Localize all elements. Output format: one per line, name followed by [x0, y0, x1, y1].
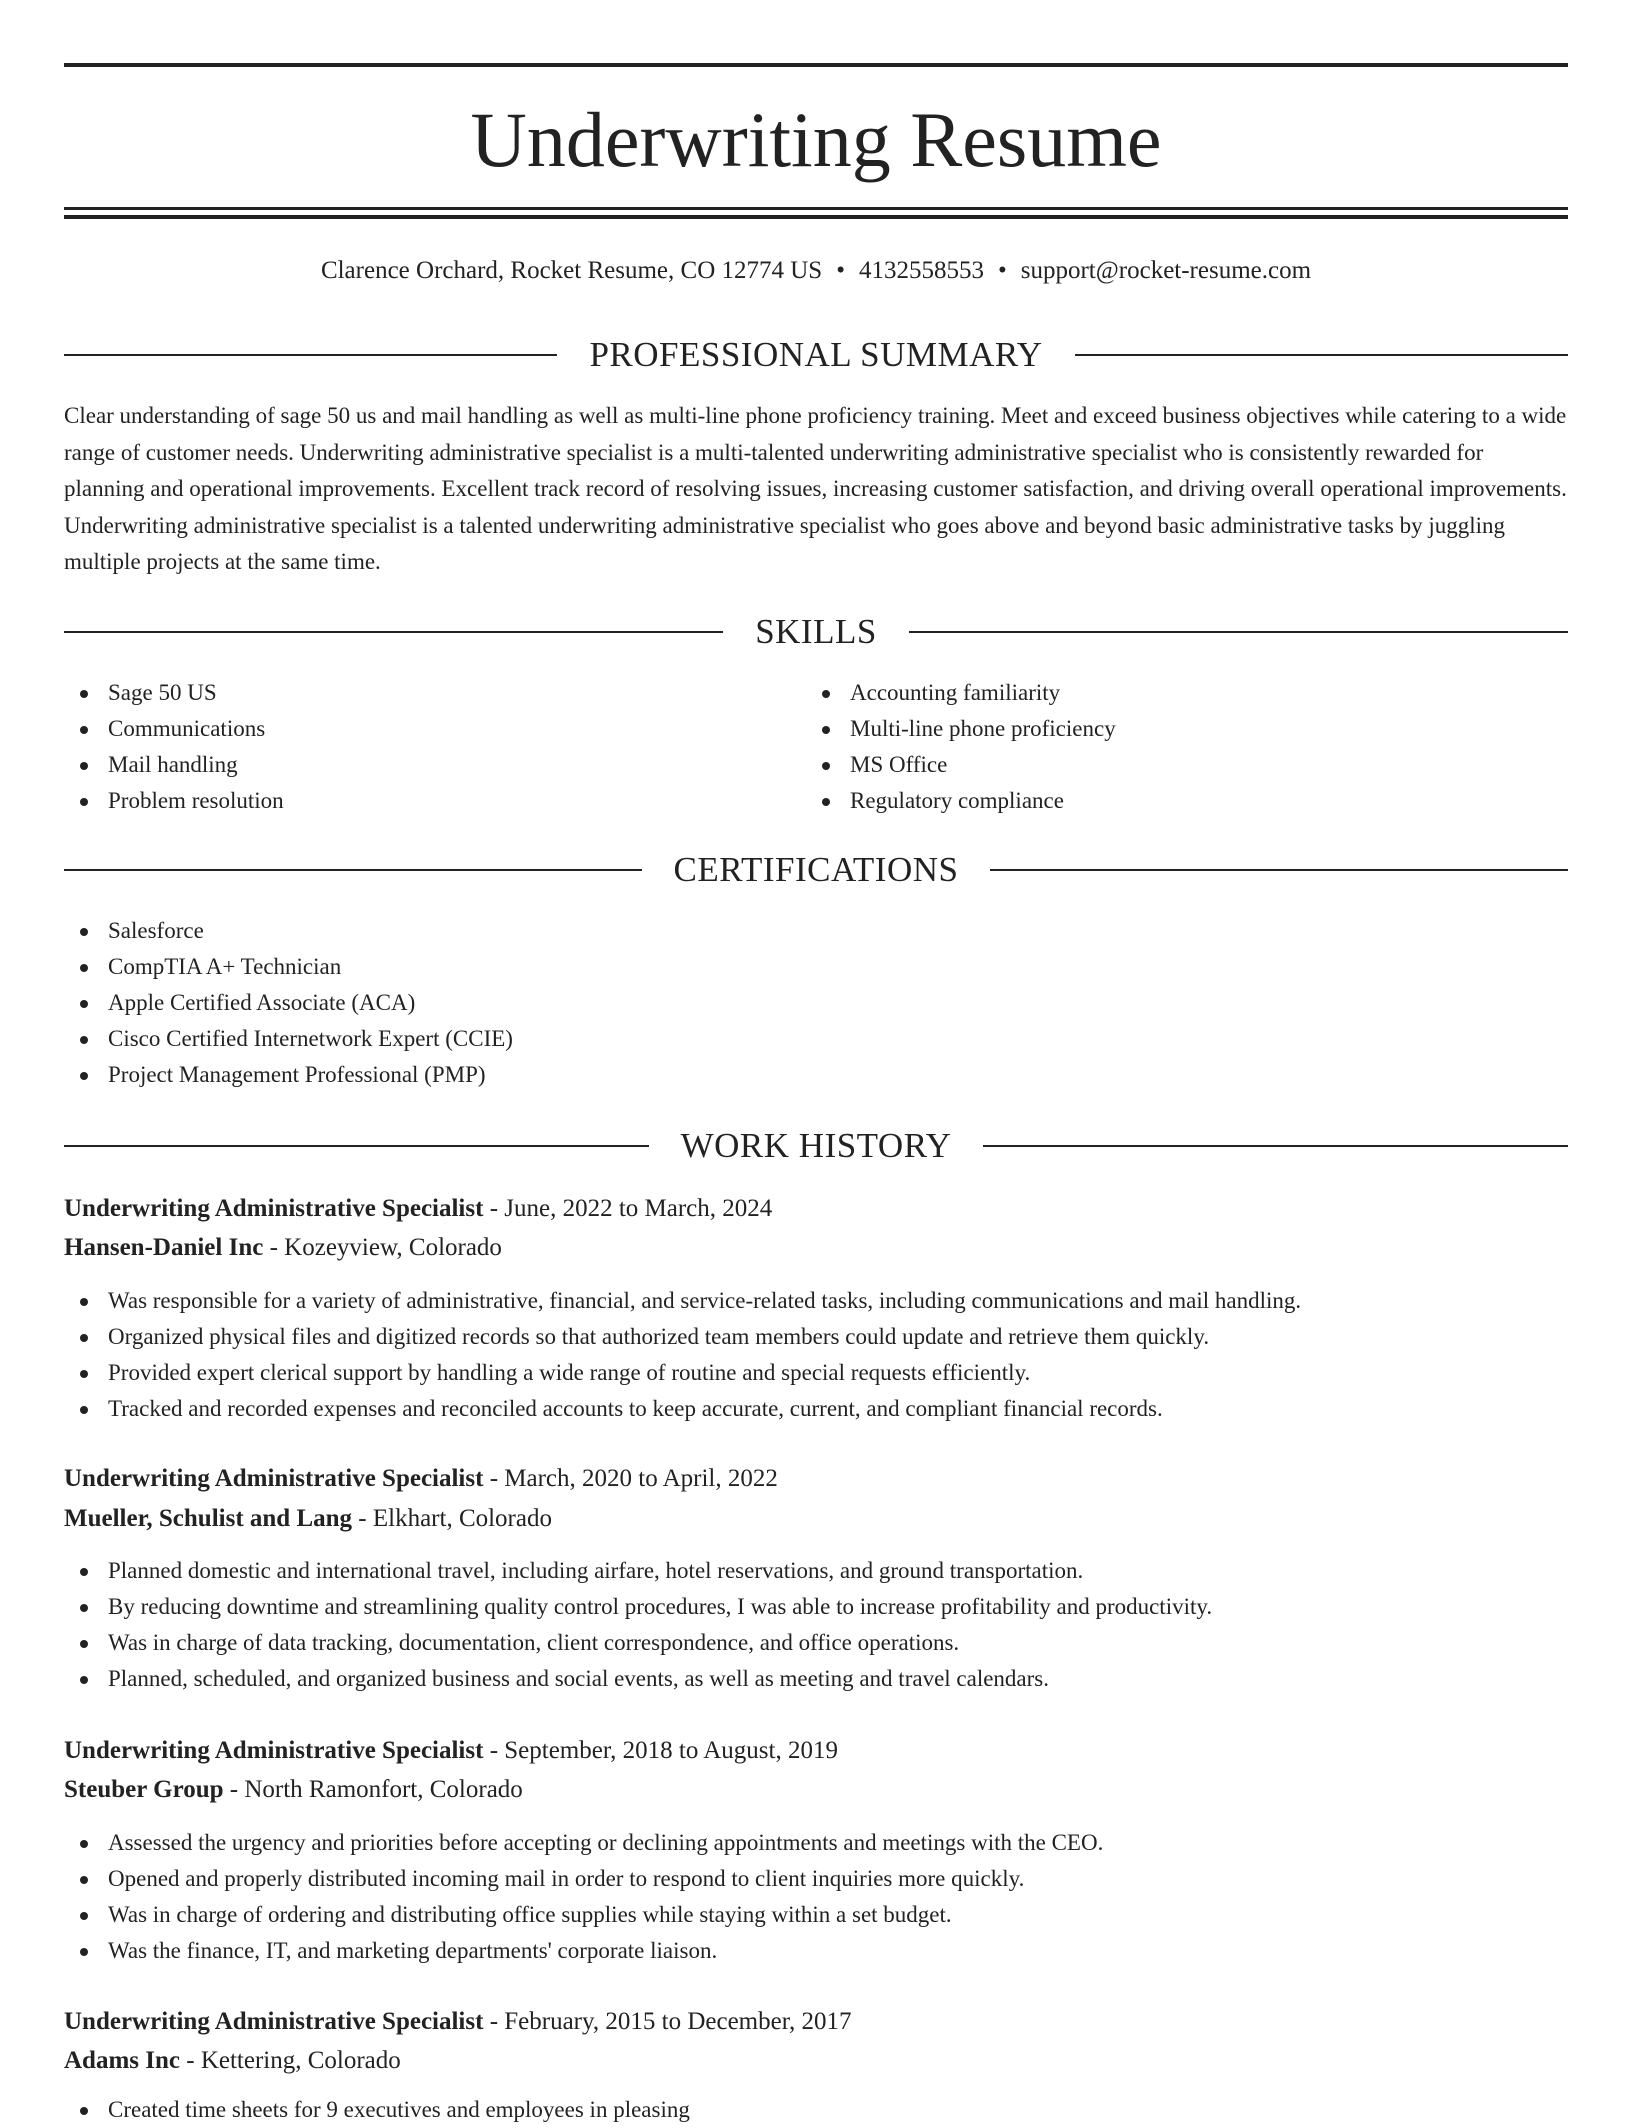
work-history-heading-label: WORK HISTORY: [680, 1126, 952, 1165]
job-bullets: [64, 2092, 1568, 2128]
skill-item: Sage 50 US: [64, 675, 804, 711]
job-company-line: [64, 1771, 1568, 1809]
heading-rule-right: [983, 1145, 1568, 1147]
job-company-line: [64, 1229, 1568, 1267]
contact-separator: •: [836, 257, 845, 284]
contact-address: Clarence Orchard, Rocket Resume, CO 12774 US: [320, 257, 823, 284]
job-bullet: Was the finance, IT, and marketing departments' corporate liaison.: [64, 1933, 1568, 1969]
job-location: - Elkhart, Colorado: [352, 1505, 552, 1532]
title-rule-upper: [64, 207, 1568, 210]
skill-item: MS Office: [806, 747, 1546, 783]
contact-email[interactable]: support@rocket-resume.com: [1020, 257, 1312, 284]
heading-rule-left: [64, 1145, 649, 1147]
certifications-heading: [64, 848, 1568, 892]
job-title: Underwriting Administrative Specialist: [64, 1737, 484, 1764]
job-bullet: By reducing downtime and streamlining quality control procedures, I was able to increase profitability and productivity.: [64, 1589, 1568, 1625]
top-rule: [64, 63, 1568, 67]
skills-list-right: [806, 675, 1546, 819]
job-company: Adams Inc: [64, 2047, 180, 2074]
skills-list-left: [64, 675, 804, 819]
job-bullet: Was responsible for a variety of administrative, financial, and service-related tasks, including communications and mail handling.: [64, 1283, 1568, 1319]
certification-item: Salesforce: [64, 913, 1568, 949]
job-location: - Kozeyview, Colorado: [263, 1234, 502, 1261]
skill-item: Problem resolution: [64, 783, 804, 819]
job-bullets: [64, 1825, 1568, 1969]
job-dates: - September, 2018 to August, 2019: [483, 1737, 838, 1764]
job-company: Hansen-Daniel Inc: [64, 1234, 264, 1261]
heading-rule-right: [1075, 354, 1568, 356]
job-dates: - February, 2015 to December, 2017: [483, 2008, 852, 2035]
summary-heading: [64, 333, 1568, 377]
job-title: Underwriting Administrative Specialist: [64, 2008, 484, 2035]
contact-phone: 4132558553: [858, 257, 984, 284]
job-bullet: Opened and properly distributed incoming mail in order to respond to client inquiries more quickly.: [64, 1861, 1568, 1897]
heading-rule-left: [64, 354, 557, 356]
job-title: Underwriting Administrative Specialist: [64, 1465, 484, 1492]
job-bullet: Was in charge of ordering and distributing office supplies while staying within a set budget.: [64, 1897, 1568, 1933]
job-dates: - June, 2022 to March, 2024: [483, 1195, 773, 1222]
job-bullet: Planned domestic and international travel, including airfare, hotel reservations, and ground transportation.: [64, 1553, 1568, 1589]
work-history-heading: [64, 1124, 1568, 1168]
skill-item: Regulatory compliance: [806, 783, 1546, 819]
job-bullets: [64, 1283, 1568, 1427]
job-dates: - March, 2020 to April, 2022: [483, 1465, 778, 1492]
job-bullet: Planned, scheduled, and organized business and social events, as well as meeting and travel calendars.: [64, 1661, 1568, 1697]
job-title-line: [64, 2003, 1568, 2041]
contact-line: [64, 253, 1568, 289]
job-location: - Kettering, Colorado: [180, 2047, 401, 2074]
job-company-line: [64, 1500, 1568, 1538]
resume-title: Underwriting Resume: [470, 96, 1162, 183]
skills-heading-label: SKILLS: [755, 612, 877, 651]
contact-separator: •: [997, 257, 1007, 284]
heading-rule-left: [64, 631, 723, 633]
skill-item: Communications: [64, 711, 804, 747]
job-title-line: [64, 1190, 1568, 1228]
summary-text: Clear understanding of sage 50 us and mail handling as well as multi-line phone proficiency training. Meet and exceed business objectives while catering to a wide range of customer needs. Underwriting administrative specialist is a multi-talented underwriting administrative specialist who is consistently rewarded for planning and operational improvements. Excellent track record of resolving issues, increasing customer satisfaction, and driving overall operational improvements. Underwriting administrative specialist is a talented underwriting administrative specialist who goes above and beyond basic administrative tasks by juggling multiple projects at the same time.: [64, 403, 1567, 574]
certification-item: Apple Certified Associate (ACA): [64, 985, 1568, 1021]
job-bullet: Tracked and recorded expenses and reconciled accounts to keep accurate, current, and compliant financial records.: [64, 1391, 1568, 1427]
job-bullets: [64, 1553, 1568, 1697]
summary-heading-label: PROFESSIONAL SUMMARY: [589, 335, 1043, 374]
certification-item: CompTIA A+ Technician: [64, 949, 1568, 985]
skills-heading: [64, 610, 1568, 654]
job-bullet: Provided expert clerical support by handling a wide range of routine and special requests efficiently.: [64, 1355, 1568, 1391]
certifications-heading-label: CERTIFICATIONS: [673, 850, 959, 889]
title-rule-lower: [64, 215, 1568, 219]
job-location: - North Ramonfort, Colorado: [223, 1776, 523, 1803]
heading-rule-left: [64, 869, 642, 871]
job-bullet: Assessed the urgency and priorities before accepting or declining appointments and meetings with the CEO.: [64, 1825, 1568, 1861]
job-title-line: [64, 1460, 1568, 1498]
job-bullet: Organized physical files and digitized records so that authorized team members could update and retrieve them quickly.: [64, 1319, 1568, 1355]
skill-item: Accounting familiarity: [806, 675, 1546, 711]
job-bullet: Created time sheets for 9 executives and employees in pleasing: [64, 2092, 1568, 2128]
job-company: Steuber Group: [64, 1776, 224, 1803]
job-title-line: [64, 1732, 1568, 1770]
skill-item: Mail handling: [64, 747, 804, 783]
job-bullet: Was in charge of data tracking, documentation, client correspondence, and office operations.: [64, 1625, 1568, 1661]
job-company-line: [64, 2042, 1568, 2080]
heading-rule-right: [909, 631, 1568, 633]
certification-item: Project Management Professional (PMP): [64, 1057, 1568, 1093]
certification-item: Cisco Certified Internetwork Expert (CCIE): [64, 1021, 1568, 1057]
heading-rule-right: [990, 869, 1568, 871]
job-title: Underwriting Administrative Specialist: [64, 1195, 484, 1222]
skill-item: Multi-line phone proficiency: [806, 711, 1546, 747]
certifications-list: [64, 913, 1568, 1093]
job-company: Mueller, Schulist and Lang: [64, 1505, 353, 1532]
